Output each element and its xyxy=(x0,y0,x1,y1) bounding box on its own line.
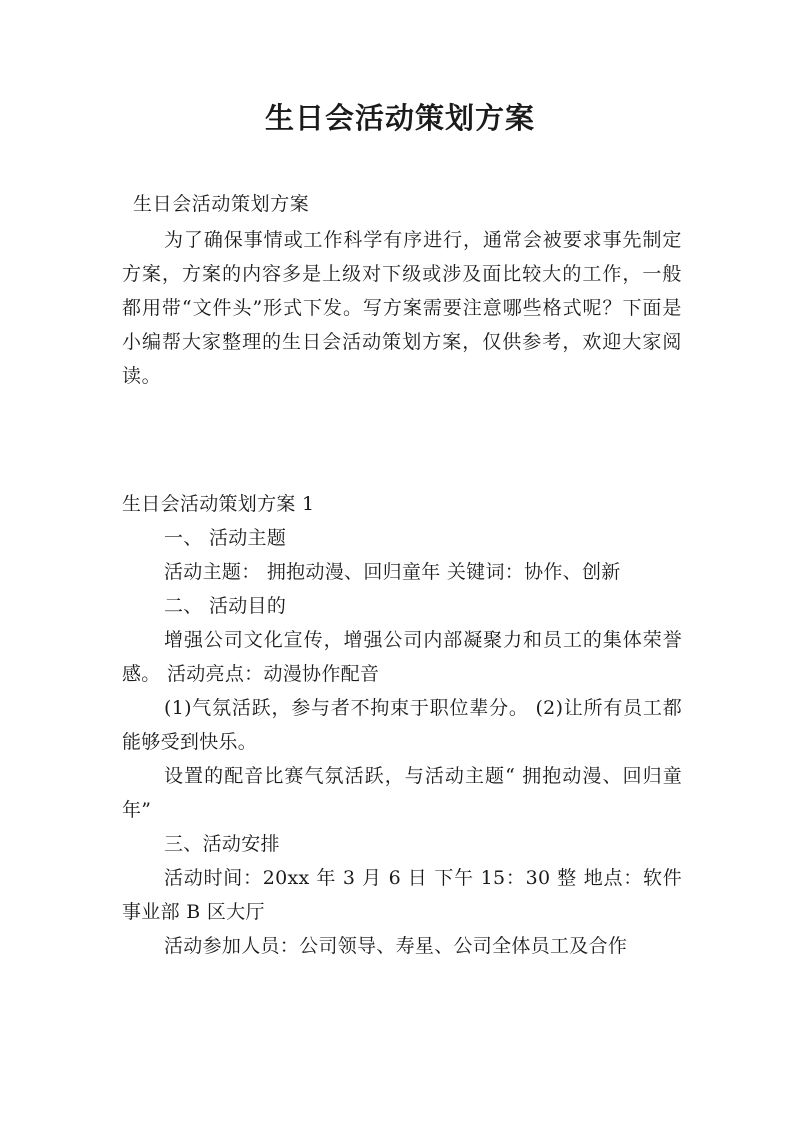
section-paragraph: 二、 活动目的 xyxy=(164,595,287,617)
intro-paragraph: 为了确保事情或工作科学有序进行，通常会被要求事先制定方案，方案的内容多是上级对下级或涉及面比较大的工作，一般都用带“文件头”形式下发。写方案需要注意哪些格式呢？下面是小编帮大家整理的生日会活动策划方案，仅供参考，欢迎大家阅读。 xyxy=(122,229,682,387)
section-paragraph: 活动参加人员：公司领导、寿星、公司全体员工及合作 xyxy=(164,935,628,957)
section-paragraph: 活动主题： 拥抱动漫、回归童年 关键词：协作、创新 xyxy=(164,561,621,583)
section-paragraph: 增强公司文化宣传，增强公司内部凝聚力和员工的集体荣誉感。 活动亮点：动漫协作配音 xyxy=(122,629,682,685)
document-title: 生日会活动策划方案 xyxy=(264,101,535,135)
section-paragraph: (1)气氛活跃，参与者不拘束于职位辈分。 (2)让所有员工都能够受到快乐。 xyxy=(122,697,682,753)
section-paragraph: 一、 活动主题 xyxy=(164,527,287,549)
section-heading: 生日会活动策划方案 1 xyxy=(122,493,315,515)
section-paragraph: 三、活动安排 xyxy=(164,833,280,855)
section-paragraph: 设置的配音比赛气氛活跃，与活动主题“ 拥抱动漫、回归童年” xyxy=(122,765,682,821)
document-subtitle: 生日会活动策划方案 xyxy=(133,193,310,215)
section-paragraph: 活动时间：20xx 年 3 月 6 日 下午 15：30 整 地点：软件事业部 B 区大厅 xyxy=(122,867,682,923)
section-1 xyxy=(122,487,682,963)
